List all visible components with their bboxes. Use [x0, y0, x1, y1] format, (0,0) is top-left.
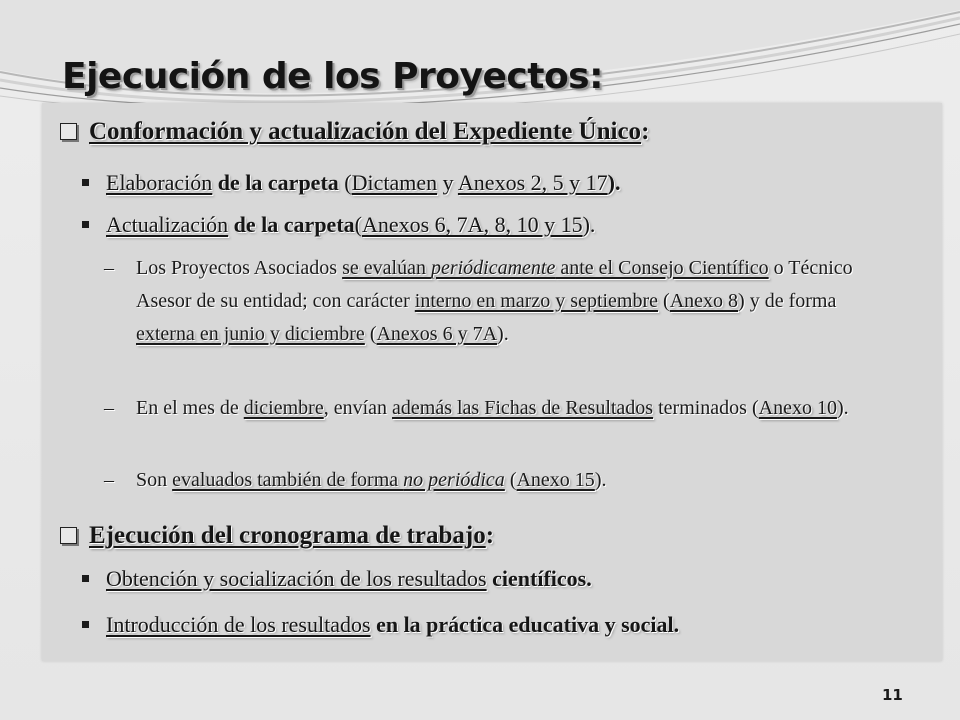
subitem-text-part: terminados (	[653, 397, 759, 419]
square-bullet-icon	[82, 575, 89, 582]
bullet-text-part: Introducción de los resultados	[106, 612, 371, 637]
subitem-text-part: (	[504, 469, 517, 491]
subitem-diciembre	[104, 392, 882, 425]
bullet-text-part: Dictamen	[351, 170, 438, 195]
bullet-text-part: de la carpeta	[228, 212, 355, 237]
section-heading-colon: :	[641, 118, 650, 145]
subitem-text-part: ).	[497, 323, 509, 345]
section-heading-cronograma	[60, 522, 494, 550]
bullet-text-part: en la práctica educativa y social.	[370, 612, 680, 637]
subitem-text-part: ) y de forma	[738, 290, 837, 312]
section-heading-text: Conformación y actualización del Expediente Único	[89, 118, 642, 145]
subitem-text-part: Los Proyectos Asociados	[136, 257, 343, 279]
bullet-introduccion	[82, 612, 679, 638]
bullet-text-part: Obtención y socialización de los resultados	[106, 566, 487, 591]
subitem-text-part: ).	[836, 397, 849, 419]
subitem-text-part: periódicamente	[430, 257, 556, 279]
subitem-text	[112, 464, 882, 497]
subitem-text-part: En el mes de	[136, 397, 244, 419]
subitem-text-part: Anexo 8	[669, 290, 739, 312]
subitem-text	[112, 392, 882, 425]
subitem-text	[112, 252, 882, 351]
bullet-text-part: de la carpeta	[212, 170, 345, 195]
subitem-text-part: evaluados también de forma	[172, 469, 404, 491]
bullet-text-part: (	[344, 170, 352, 195]
subitem-text-part: , envían	[323, 397, 393, 419]
subitem-text-part: ante el Consejo Científico	[555, 257, 769, 279]
bullet-obtencion	[82, 566, 592, 592]
bullet-text-part: y	[437, 170, 458, 195]
checkbox-bullet-icon	[60, 527, 77, 544]
subitem-text-part: ).	[594, 469, 607, 491]
bullet-text-part: Actualización	[106, 212, 229, 237]
bullet-text-part: ).	[607, 170, 621, 195]
checkbox-bullet-icon	[60, 123, 77, 140]
section-heading-colon: :	[485, 522, 495, 549]
dash-marker: –	[104, 469, 114, 491]
section-heading-expediente	[60, 118, 649, 146]
subitem-text-part: además las Fichas de Resultados	[392, 397, 654, 419]
bullet-text-part: Anexos 2, 5 y 17	[457, 170, 608, 195]
bullet-actualizacion	[82, 212, 595, 238]
subitem-text-part: Anexo 10	[758, 397, 837, 419]
bullet-text-part: ).	[582, 212, 596, 237]
section-heading-text: Ejecución del cronograma de trabajo	[89, 522, 486, 549]
subitem-text-part: (	[364, 323, 377, 345]
subitem-text-part: Anexo 15	[516, 469, 595, 491]
bullet-elaboracion	[82, 170, 620, 196]
subitem-no-periodica	[104, 464, 882, 497]
subitem-text-part: externa en junio y diciembre	[136, 323, 365, 345]
subitem-evaluacion-periodica	[104, 252, 882, 351]
bullet-text-part: Elaboración	[106, 170, 213, 195]
square-bullet-icon	[82, 179, 89, 186]
bullet-text-part: (	[354, 212, 362, 237]
subitem-text-part: Anexos 6 y 7A	[376, 323, 498, 345]
subitem-text-part: se evalúan	[342, 257, 431, 279]
square-bullet-icon	[82, 221, 89, 228]
bullet-text-part: Anexos 6, 7A, 8, 10 y 15	[361, 212, 583, 237]
subitem-text-part: interno en marzo y septiembre	[414, 290, 659, 312]
dash-marker: –	[104, 397, 114, 419]
dash-marker: –	[104, 257, 114, 279]
subitem-text-part: o Técnico Asesor de su entidad; con carácter	[136, 257, 853, 312]
subitem-text-part: diciembre	[243, 397, 324, 419]
page-number: 11	[882, 686, 903, 704]
bullet-text-part: científicos.	[486, 566, 592, 591]
subitem-text-part: Son	[136, 469, 173, 491]
subitem-text-part: (	[658, 290, 670, 312]
subitem-text-part: no periódica	[403, 469, 505, 491]
slide-title: Ejecución de los Proyectos:	[62, 56, 604, 97]
square-bullet-icon	[82, 621, 89, 628]
